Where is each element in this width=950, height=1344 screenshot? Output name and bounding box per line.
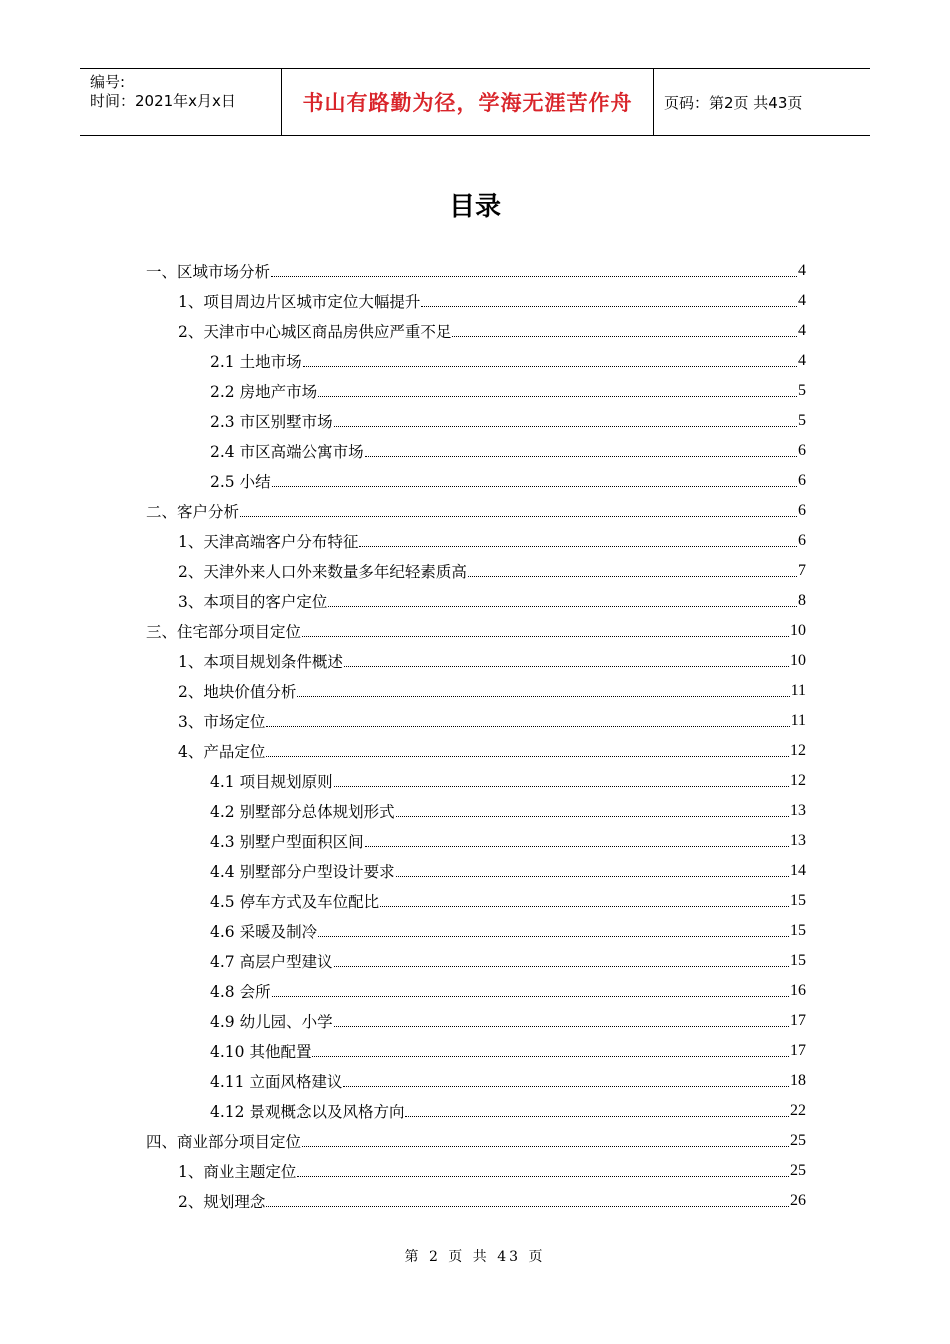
serial-label: 编号:: [90, 73, 126, 91]
toc-entry-text: 2.1 土地市场: [210, 353, 302, 371]
toc-entry[interactable]: [146, 346, 806, 376]
toc-leader-dots: [452, 336, 797, 337]
toc-entry[interactable]: [146, 286, 806, 316]
toc-leader-dots: [334, 426, 797, 427]
toc-entry-text: 一、区域市场分析: [146, 263, 271, 281]
page-info: 页码：第2页 共43页: [664, 93, 803, 112]
toc-page-number: 16: [790, 982, 806, 999]
toc-leader-dots: [318, 396, 797, 397]
toc-page-number: 4: [798, 322, 806, 339]
toc-page-number: 4: [798, 352, 806, 369]
toc-entry-text: 4.6 采暖及制冷: [210, 923, 318, 941]
toc-page-number: 12: [790, 772, 806, 789]
toc-entry-text: 4、产品定位: [178, 743, 266, 761]
toc-entry[interactable]: [146, 406, 806, 436]
toc-leader-dots: [334, 1026, 789, 1027]
toc-entry-text: 2.2 房地产市场: [210, 383, 318, 401]
toc-leader-dots: [266, 756, 789, 757]
toc-page-number: 13: [790, 802, 806, 819]
toc-page-number: 11: [790, 712, 806, 729]
toc-entry[interactable]: [146, 586, 806, 616]
toc-entry-text: 1、天津高端客户分布特征: [178, 533, 359, 551]
toc-entry-text: 2、规划理念: [178, 1193, 266, 1211]
toc-page-number: 6: [798, 502, 806, 519]
toc-leader-dots: [405, 1116, 789, 1117]
toc-entry[interactable]: [146, 976, 806, 1006]
page-footer: 第 2 页 共 43 页: [404, 1249, 546, 1265]
table-of-contents: [146, 256, 806, 1216]
toc-entry[interactable]: [146, 256, 806, 286]
toc-leader-dots: [334, 786, 789, 787]
toc-entry[interactable]: [146, 1066, 806, 1096]
toc-page-number: 15: [790, 892, 806, 909]
toc-entry[interactable]: [146, 916, 806, 946]
toc-leader-dots: [297, 696, 789, 697]
time-label: 时间：2021年x月x日: [90, 92, 236, 110]
toc-leader-dots: [266, 726, 789, 727]
toc-leader-dots: [343, 1086, 789, 1087]
motto-text: 书山有路勤为径，学海无涯苦作舟: [302, 91, 633, 115]
toc-entry[interactable]: [146, 706, 806, 736]
toc-entry[interactable]: [146, 1156, 806, 1186]
toc-page-number: 6: [798, 532, 806, 549]
toc-leader-dots: [396, 816, 789, 817]
toc-entry[interactable]: [146, 1126, 806, 1156]
toc-entry-text: 1、商业主题定位: [178, 1163, 297, 1181]
toc-leader-dots: [328, 606, 797, 607]
toc-entry-text: 1、本项目规划条件概述: [178, 653, 343, 671]
toc-page-number: 6: [798, 442, 806, 459]
toc-entry[interactable]: [146, 556, 806, 586]
toc-entry-text: 二、客户分析: [146, 503, 240, 521]
toc-entry-text: 4.1 项目规划原则: [210, 773, 333, 791]
toc-page-number: 14: [790, 862, 806, 879]
toc-leader-dots: [297, 1176, 789, 1177]
toc-page-number: 15: [790, 952, 806, 969]
toc-leader-dots: [266, 1206, 789, 1207]
toc-page-number: 10: [790, 652, 806, 669]
toc-entry-text: 1、项目周边片区城市定位大幅提升: [178, 293, 421, 311]
page-header: [80, 68, 870, 136]
toc-entry-text: 2.5 小结: [210, 473, 271, 491]
toc-entry[interactable]: [146, 466, 806, 496]
toc-page-number: 26: [790, 1192, 806, 1209]
toc-entry-text: 4.2 别墅部分总体规划形式: [210, 803, 395, 821]
toc-leader-dots: [271, 276, 797, 277]
toc-entry[interactable]: [146, 676, 806, 706]
toc-leader-dots: [318, 936, 789, 937]
header-meta-cell: [80, 69, 282, 135]
toc-entry-text: 3、市场定位: [178, 713, 266, 731]
toc-entry-text: 2、地块价值分析: [178, 683, 297, 701]
toc-entry-text: 4.3 别墅户型面积区间: [210, 833, 364, 851]
toc-leader-dots: [302, 636, 789, 637]
toc-page-number: 4: [798, 262, 806, 279]
toc-page-number: 5: [798, 412, 806, 429]
toc-page-number: 13: [790, 832, 806, 849]
toc-page-number: 8: [798, 592, 806, 609]
toc-entry[interactable]: [146, 856, 806, 886]
toc-page-number: 12: [790, 742, 806, 759]
toc-entry-text: 4.9 幼儿园、小学: [210, 1013, 333, 1031]
toc-leader-dots: [240, 516, 797, 517]
toc-entry-text: 2.4 市区高端公寓市场: [210, 443, 364, 461]
toc-page-number: 17: [790, 1042, 806, 1059]
toc-leader-dots: [396, 876, 789, 877]
toc-entry[interactable]: [146, 436, 806, 466]
toc-entry-text: 2、天津外来人口外来数量多年纪轻素质高: [178, 563, 467, 581]
toc-entry-text: 3、本项目的客户定位: [178, 593, 328, 611]
toc-leader-dots: [421, 306, 797, 307]
toc-page-number: 25: [790, 1132, 806, 1149]
toc-page-number: 18: [790, 1072, 806, 1089]
toc-entry-text: 4.12 景观概念以及风格方向: [210, 1103, 405, 1121]
toc-page-number: 22: [790, 1102, 806, 1119]
toc-leader-dots: [334, 966, 789, 967]
toc-page-number: 10: [790, 622, 806, 639]
toc-page-number: 25: [790, 1162, 806, 1179]
toc-entry-text: 4.8 会所: [210, 983, 271, 1001]
toc-leader-dots: [344, 666, 789, 667]
toc-entry[interactable]: [146, 736, 806, 766]
toc-leader-dots: [468, 576, 797, 577]
toc-page-number: 4: [798, 292, 806, 309]
toc-entry-text: 四、商业部分项目定位: [146, 1133, 302, 1151]
toc-page-number: 5: [798, 382, 806, 399]
toc-entry-text: 4.5 停车方式及车位配比: [210, 893, 380, 911]
toc-leader-dots: [365, 846, 789, 847]
toc-leader-dots: [312, 1056, 789, 1057]
toc-entry[interactable]: [146, 1006, 806, 1036]
toc-leader-dots: [365, 456, 797, 457]
toc-leader-dots: [302, 1146, 789, 1147]
toc-entry[interactable]: [146, 646, 806, 676]
toc-entry[interactable]: [146, 886, 806, 916]
toc-page-number: 15: [790, 922, 806, 939]
toc-entry[interactable]: [146, 796, 806, 826]
header-page-cell: [654, 69, 870, 135]
toc-leader-dots: [359, 546, 797, 547]
toc-entry-text: 2、天津市中心城区商品房供应严重不足: [178, 323, 452, 341]
toc-entry[interactable]: [146, 1036, 806, 1066]
toc-entry[interactable]: [146, 826, 806, 856]
toc-entry-text: 三、住宅部分项目定位: [146, 623, 302, 641]
toc-page-number: 7: [798, 562, 806, 579]
toc-entry[interactable]: [146, 316, 806, 346]
toc-entry-text: 4.4 别墅部分户型设计要求: [210, 863, 395, 881]
toc-title: 目录: [448, 192, 501, 222]
toc-leader-dots: [303, 366, 797, 367]
toc-entry[interactable]: [146, 1186, 806, 1216]
toc-page-number: 6: [798, 472, 806, 489]
toc-leader-dots: [272, 486, 797, 487]
header-motto-cell: [282, 69, 654, 135]
toc-page-number: 11: [790, 682, 806, 699]
toc-entry[interactable]: [146, 616, 806, 646]
toc-page-number: 17: [790, 1012, 806, 1029]
toc-entry[interactable]: [146, 766, 806, 796]
toc-entry[interactable]: [146, 946, 806, 976]
toc-entry[interactable]: [146, 376, 806, 406]
toc-entry-text: 4.11 立面风格建议: [210, 1073, 343, 1091]
toc-leader-dots: [272, 996, 789, 997]
toc-leader-dots: [380, 906, 789, 907]
toc-entry[interactable]: [146, 1096, 806, 1126]
toc-entry-text: 4.10 其他配置: [210, 1043, 312, 1061]
toc-entry-text: 2.3 市区别墅市场: [210, 413, 333, 431]
toc-entry[interactable]: [146, 496, 806, 526]
toc-entry-text: 4.7 高层户型建议: [210, 953, 333, 971]
toc-entry[interactable]: [146, 526, 806, 556]
